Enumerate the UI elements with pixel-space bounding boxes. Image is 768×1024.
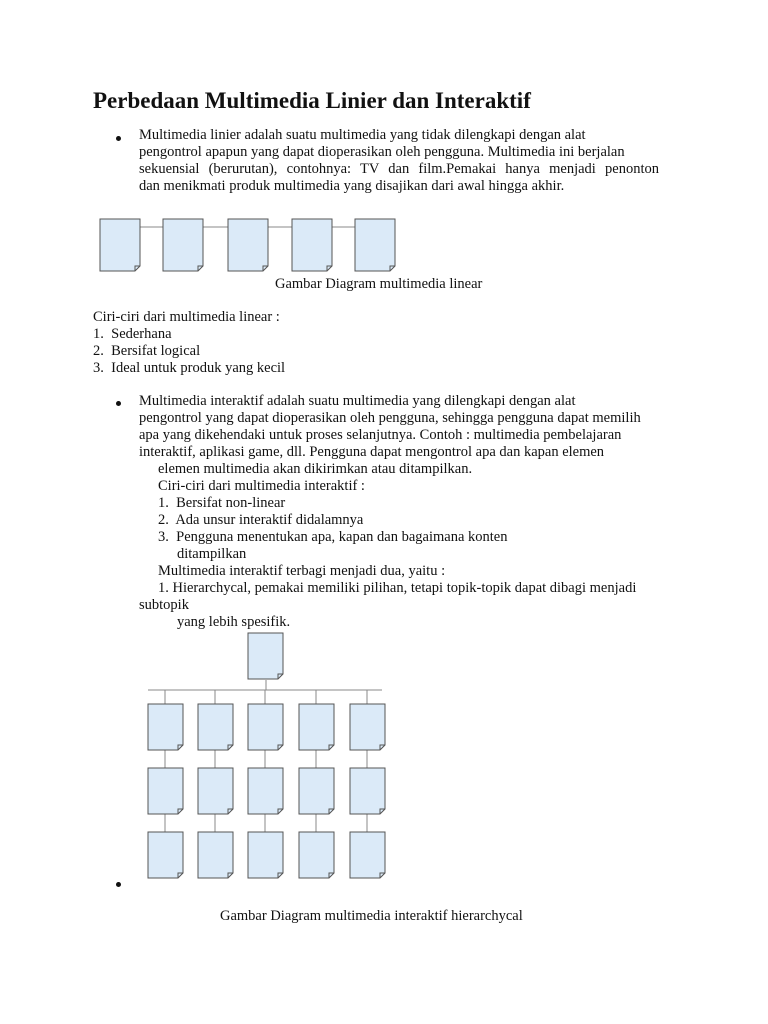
page-shape <box>350 704 385 750</box>
list-number: 2. <box>158 512 169 528</box>
page-shape <box>198 768 233 814</box>
list-text: Bersifat logical <box>111 343 201 359</box>
list-text: Ada unsur interaktif didalamnya <box>175 512 364 528</box>
page-shape <box>299 704 334 750</box>
page-shape <box>299 768 334 814</box>
page-icon <box>148 832 183 878</box>
page-shape <box>148 704 183 750</box>
list-number: 3. <box>158 529 169 545</box>
page-icon <box>248 633 283 679</box>
page-icon <box>198 704 233 750</box>
list-text: Sederhana <box>111 326 172 342</box>
page-shape <box>299 832 334 878</box>
linear-features-heading: Ciri-ciri dari multimedia linear : <box>93 309 280 325</box>
list-text: Pengguna menentukan apa, kapan dan bagaimana konten <box>176 529 508 545</box>
page-icon <box>248 768 283 814</box>
page-shape <box>350 768 385 814</box>
page-icon <box>248 704 283 750</box>
page-icon <box>198 768 233 814</box>
page-icon <box>299 832 334 878</box>
interactive-features-heading: Ciri-ciri dari multimedia interaktif : <box>158 478 365 494</box>
bullet-dot <box>116 882 121 887</box>
division-item-continuation: subtopik <box>139 597 189 613</box>
linear-caption: Gambar Diagram multimedia linear <box>275 276 483 292</box>
page-shape <box>148 832 183 878</box>
page-shape <box>198 832 233 878</box>
bullet2-line: elemen multimedia akan dikirimkan atau ditampilkan. <box>158 461 473 477</box>
page-icon <box>350 768 385 814</box>
list-item-continuation: ditampilkan <box>177 546 247 562</box>
list-text: Bersifat non-linear <box>176 495 286 511</box>
list-text: Ideal untuk produk yang kecil <box>111 360 286 376</box>
page-icon <box>299 704 334 750</box>
page-shape <box>350 832 385 878</box>
bullet1-line: sekuensial (berurutan), contohnya: TV dan film.Pemakai hanya menjadi penonton <box>139 161 659 177</box>
page-shape <box>248 768 283 814</box>
list-number: 2. <box>93 343 104 359</box>
page-shape <box>248 704 283 750</box>
hierarchical-caption: Gambar Diagram multimedia interaktif hierarchycal <box>220 908 523 924</box>
page-shape <box>148 768 183 814</box>
page-icon <box>148 704 183 750</box>
page-shape <box>198 704 233 750</box>
list-number: 1. <box>158 495 169 511</box>
bullet2-line: pengontrol yang dapat dioperasikan oleh pengguna, sehingga pengguna dapat memilih <box>139 410 641 426</box>
page-shape <box>248 832 283 878</box>
list-number: 1. <box>93 326 104 342</box>
page-icon <box>198 832 233 878</box>
bullet2-line: Multimedia interaktif adalah suatu multimedia yang dilengkapi dengan alat <box>139 393 576 409</box>
page-shape <box>248 633 283 679</box>
page-icon <box>350 832 385 878</box>
page-icon <box>248 832 283 878</box>
page-icon <box>299 768 334 814</box>
page-icon <box>350 704 385 750</box>
bullet1-line: pengontrol apapun yang dapat dioperasikan oleh pengguna. Multimedia ini berjalan <box>139 144 625 160</box>
division-item-continuation: yang lebih spesifik. <box>177 614 291 630</box>
division-item: 1. Hierarchycal, pemakai memiliki pilihan, tetapi topik-topik dapat dibagi menjadi <box>158 580 637 596</box>
page-icon <box>148 768 183 814</box>
list-number: 3. <box>93 360 104 376</box>
bullet1-line: Multimedia linier adalah suatu multimedia yang tidak dilengkapi dengan alat <box>139 127 586 143</box>
page-title: Perbedaan Multimedia Linier dan Interaktif <box>93 88 531 113</box>
bullet2-line: apa yang dikehendaki untuk proses selanjutnya. Contoh : multimedia pembelajaran <box>139 427 622 443</box>
division-heading: Multimedia interaktif terbagi menjadi dua, yaitu : <box>158 563 446 579</box>
bullet1-line: dan menikmati produk multimedia yang disajikan dari awal hingga akhir. <box>139 178 565 194</box>
bullet2-line: interaktif, aplikasi game, dll. Pengguna dapat mengontrol apa dan kapan elemen <box>139 444 605 460</box>
